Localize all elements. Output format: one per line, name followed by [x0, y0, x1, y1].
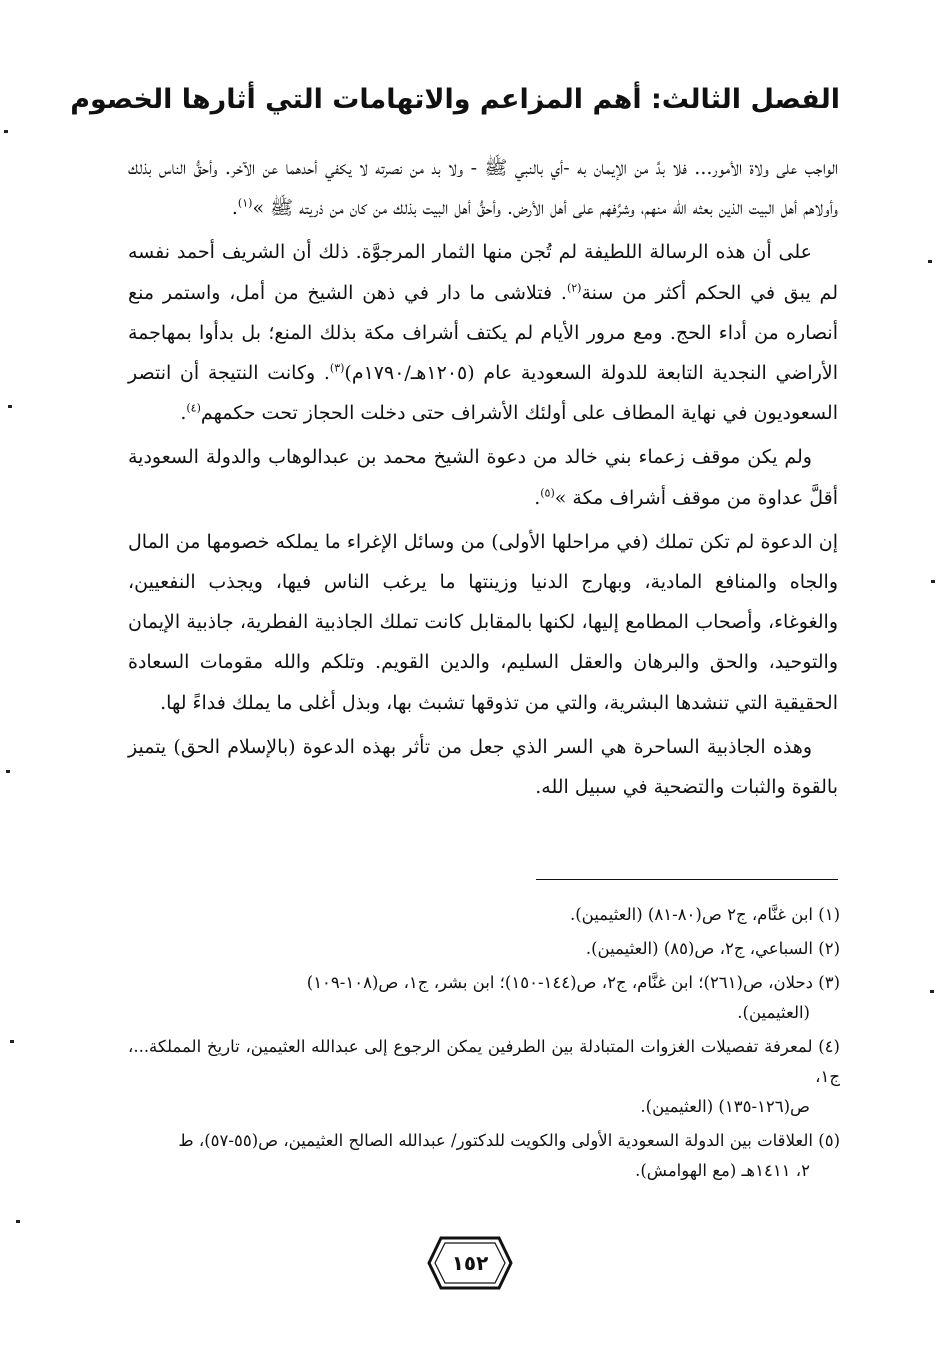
scan-mark	[10, 1040, 14, 1043]
scan-mark	[8, 405, 12, 408]
footnote: (٥) العلاقات بين الدولة السعودية الأولى والكويت للدكتور/ عبدالله الصالح العثيمين، ص(٥٥-٥٧)، ط ٢، ١٤١١هـ (مع الهوامش).	[178, 1131, 840, 1180]
chapter-header	[70, 80, 840, 120]
footnote-separator	[536, 879, 838, 880]
footnote-ref[interactable]: (٢)	[566, 281, 582, 295]
paragraph: ولم يكن موقف زعماء بني خالد من دعوة الشيخ محمد بن عبدالوهاب والدولة السعودية أقلَّ عداوة من موقف أشراف مكة »$^{(٥)}$.	[128, 446, 838, 509]
scan-mark	[931, 580, 935, 583]
paragraph: إن الدعوة لم تكن تملك (في مراحلها الأولى) من وسائل الإغراء ما يملكه خصومها من المال والجاه والمنافع المادية، وبهارج الدنيا وزينتها ما يرغب الناس فيها، ويجذب النفعيين، والغوغاء، وأصحاب المطامع إليها، لكنها بالمقابل كانت تملك الجاذبية الفطرية، جاذبية الإيمان والتوحيد، والحق والبرهان والعقل السليم، والدين القويم. وتلكم والله مقومات السعادة الحقيقية التي تنشدها البشرية، والتي من تذوقها تشبث بها، وبذل أغلى ما يملك فداءً لها.	[128, 530, 838, 714]
footnotes	[128, 900, 840, 1190]
body-text	[128, 148, 838, 811]
footnote-ref[interactable]: (٤)	[186, 401, 201, 415]
scan-mark	[6, 770, 10, 773]
scan-mark	[928, 260, 932, 263]
scan-mark	[16, 1220, 20, 1223]
scan-mark	[4, 130, 8, 133]
footnote: (٣) دحلان، ص(٢٦١)؛ ابن غنَّام، ج٢، ص(١٤٤-١٥٠)؛ ابن بشر، ج١، ص(١٠٨-١٠٩) (العثيمين).	[306, 973, 840, 1022]
page-number: ١٥٢	[451, 1251, 489, 1275]
footnote-ref[interactable]: (١)	[237, 196, 253, 210]
page-number-badge	[425, 1232, 515, 1294]
scan-mark	[930, 990, 934, 993]
footnote-ref[interactable]: (٣)	[329, 361, 345, 375]
footnote: (٤) لمعرفة تفصيلات الغزوات المتبادلة بين الطرفين يمكن الرجوع إلى عبدالله العثيمين، تاريخ المملكة...، ج١، ص(١٢٦-١٣٥) (العثيمين).	[128, 1037, 840, 1116]
paragraph: وهذه الجاذبية الساحرة هي السر الذي جعل من تأثر بهذه الدعوة (بالإسلام الحق) يتميز بالقوة والثبات والتضحية في سبيل الله.	[128, 735, 838, 799]
footnote: (١) ابن غنَّام، ج٢ ص(٨٠-٨١) (العثيمين).	[569, 905, 840, 924]
paragraph: على أن هذه الرسالة اللطيفة لم تُجن منها الثمار المرجوَّة. ذلك أن الشريف أحمد نفسه لم يبق في الحكم أكثر من سنة$^{(٢)}$. فتلاشى ما دار في ذهن الشيخ من أمل، واستمر منع أنصاره من أداء الحج. ومع مرور الأيام لم يكتف أشراف مكة بذلك المنع؛ بل بدأوا بمهاجمة الأراضي النجدية التابعة للدولة السعودية عام (١٢٠٥هـ/١٧٩٠م)$^{(٣)}$. وكانت النتيجة أن انتصر السعوديون في نهاية المطاف على أولئك الأشراف حتى دخلت الحجاز تحت حكمهم$^{(٤)}$.	[128, 241, 838, 425]
chapter-title: الفصل الثالث: أهم المزاعم والاتهامات التي أثارها الخصوم	[70, 84, 840, 115]
footnote: (٢) السباعي، ج٢، ص(٨٥) (العثيمين).	[585, 939, 840, 958]
paragraph: الواجب على ولاة الأمور... فلا بدَّ من الإيمان به -أي بالنبي ﷺ - ولا بد من نصرته لا يكفي أحدهما عن الآخر. وأحقُّ الناس بذلك وأولاهم أهل البيت الذين بعثه الله منهم، وشرَّفهم على أهل الأرض. وأحقُّ أهل البيت بذلك من كان من ذريته ﷺ »$^{(١)}$.	[128, 157, 838, 220]
footnote-ref[interactable]: (٥)	[540, 486, 555, 500]
